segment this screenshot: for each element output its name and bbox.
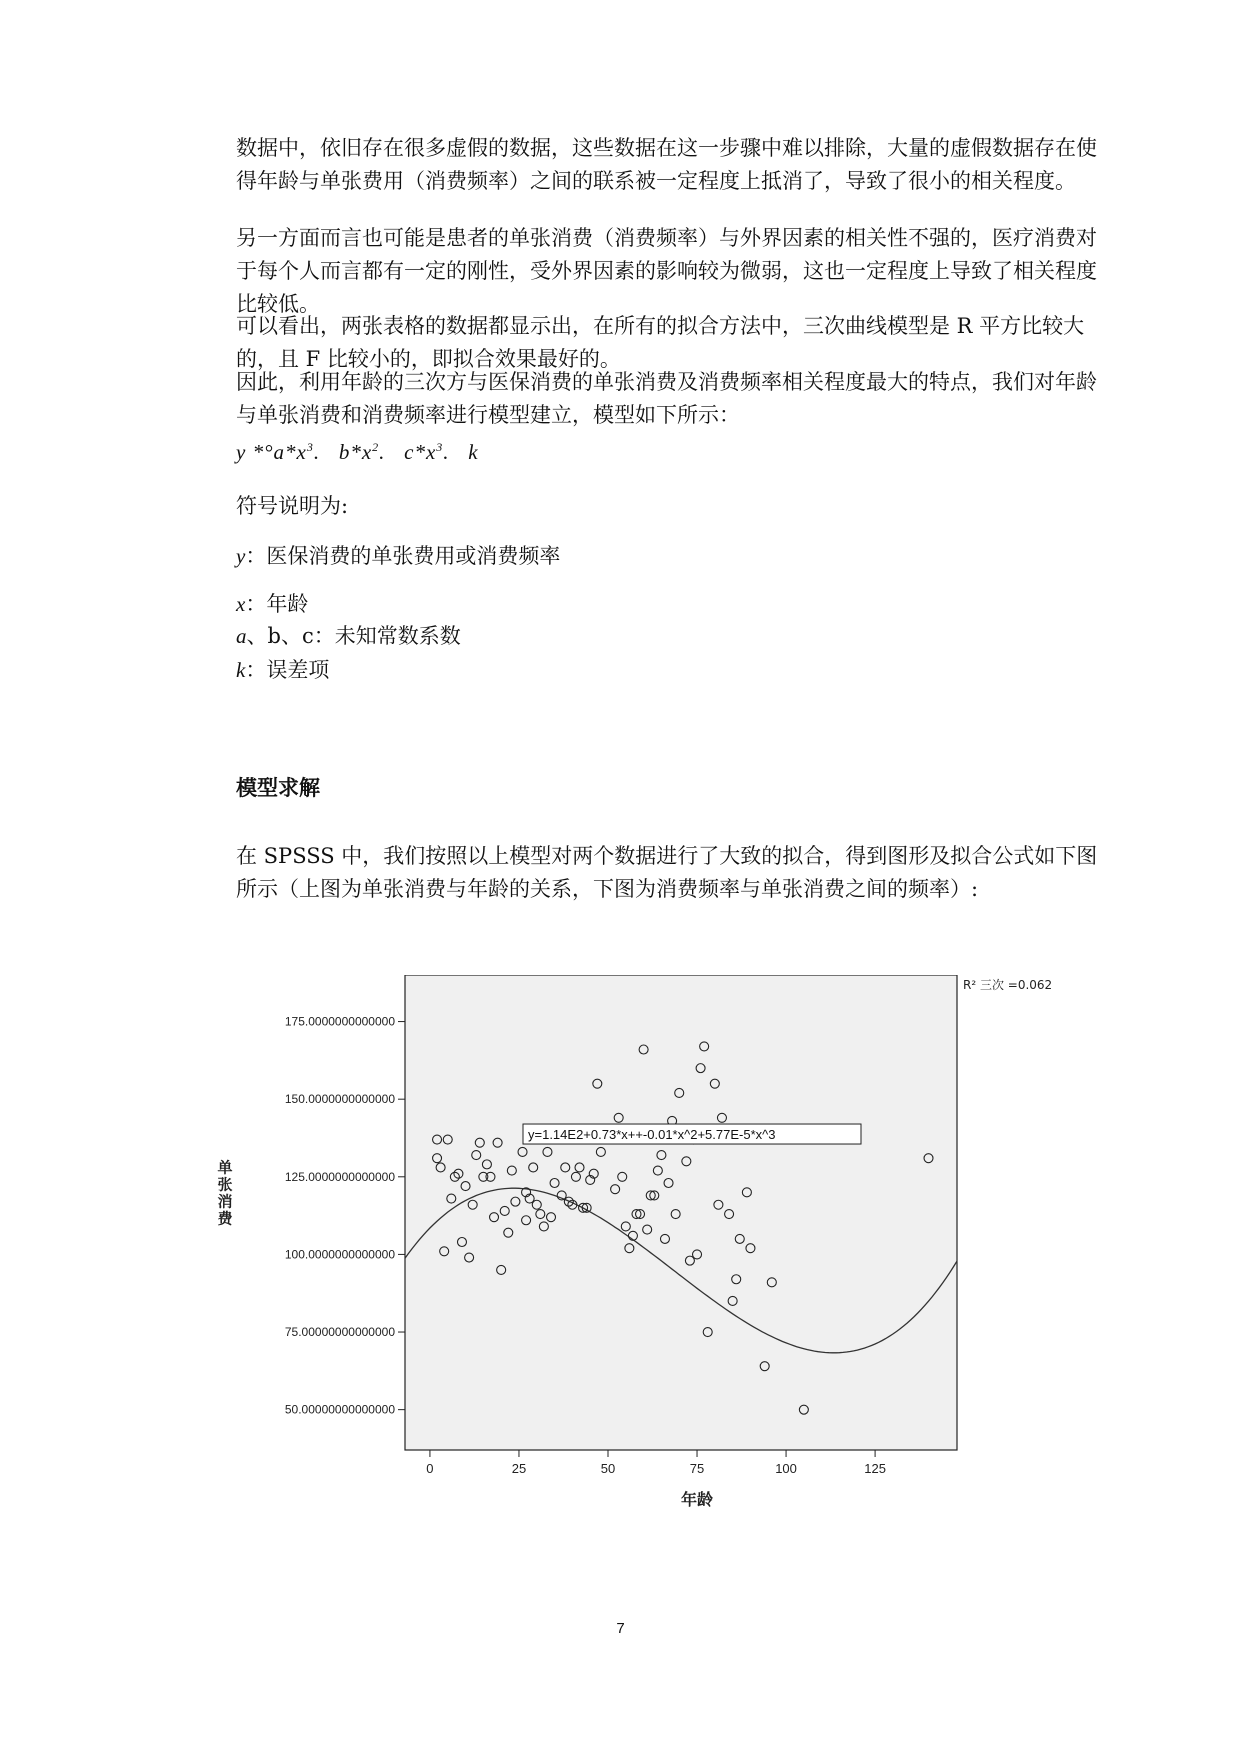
y-tick-label: 100.0000000000000: [284, 1247, 395, 1262]
x-tick-label: 75: [689, 1461, 705, 1476]
y-axis-label-char: 消: [217, 1192, 233, 1211]
formula-k: k: [468, 440, 479, 464]
symbol-x-desc: ：年龄: [245, 592, 309, 616]
symbol-k-sym: k: [236, 658, 246, 682]
y-tick-label: 50.00000000000000: [284, 1402, 395, 1417]
formula-term-1: a*x: [273, 440, 307, 464]
y-tick-label: 75.00000000000000: [284, 1325, 395, 1340]
x-tick-label: 25: [511, 1461, 527, 1476]
plot-area: [405, 975, 957, 1450]
scatter-chart: [205, 975, 1085, 1515]
y-axis-label-char: 张: [217, 1175, 233, 1194]
formula-exp-2: 2: [372, 440, 380, 454]
symbol-a-sym: a: [236, 624, 247, 648]
formula-exp-3: 3: [436, 440, 444, 454]
x-axis-label: 年龄: [681, 1490, 714, 1509]
x-tick-label: 0: [426, 1461, 434, 1476]
symbol-x-sym: x: [236, 592, 246, 616]
symbol-k-desc: ：误差项: [245, 658, 330, 682]
formula-exp-1: 3: [306, 440, 314, 454]
symbol-y: [236, 540, 560, 570]
formula-op: *°: [252, 440, 274, 464]
y-axis-label-char: 费: [217, 1209, 233, 1228]
symbol-x: [236, 588, 308, 618]
x-tick-label: 125: [864, 1461, 886, 1476]
paragraph-1: 数据中，依旧存在很多虚假的数据，这些数据在这一步骤中难以排除，大量的虚假数据存在使得年龄与单张费用（消费频率）之间的联系被一定程度上抵消了，导致了很小的相关程度。: [236, 136, 1097, 193]
paragraph-2: 另一方面而言也可能是患者的单张消费（消费频率）与外界因素的相关性不强的，医疗消费对于每个人而言都有一定的刚性，受外界因素的影响较为微弱，这也一定程度上导致了相关程度比较低。: [236, 226, 1097, 316]
formula-lhs: y: [236, 440, 247, 464]
y-tick-label: 175.0000000000000: [284, 1014, 395, 1029]
symbol-y-desc: ：医保消费的单张费用或消费频率: [245, 544, 561, 568]
x-tick-label: 50: [600, 1461, 616, 1476]
symbols-intro: 符号说明为:: [236, 494, 349, 518]
x-tick-label: 100: [775, 1461, 797, 1476]
model-formula: y $*^\circ a*x^3$. $b*x^2$. $c*x^3$. k: [236, 440, 479, 464]
formula-term-3: c*x: [404, 440, 437, 464]
paragraph-3: 可以看出，两张表格的数据都显示出，在所有的拟合方法中，三次曲线模型是 R 平方比较大的，且 F 比较小的，即拟合效果最好的。: [236, 314, 1085, 371]
symbol-abc: [236, 620, 461, 650]
y-axis-label-char: 单: [217, 1158, 233, 1177]
symbol-y-sym: y: [236, 544, 246, 568]
symbol-k: [236, 654, 329, 684]
formula-term-2: b*x: [338, 440, 373, 464]
y-tick-label: 150.0000000000000: [284, 1092, 395, 1107]
section-heading: 模型求解: [236, 776, 320, 800]
page-number: 7: [616, 1620, 625, 1637]
y-tick-label: 125.0000000000000: [284, 1169, 395, 1184]
solution-paragraph: 在 SPSSS 中，我们按照以上模型对两个数据进行了大致的拟合，得到图形及拟合公式如下图所示（上图为单张消费与年龄的关系，下图为消费频率与单张消费之间的频率）:: [236, 844, 1098, 901]
paragraph-4: 因此，利用年龄的三次方与医保消费的单张消费及消费频率相关程度最大的特点，我们对年龄与单张消费和消费频率进行模型建立，模型如下所示：: [236, 370, 1097, 427]
symbol-abc-desc: 、b、c：未知常数系数: [246, 624, 461, 648]
fit-equation: y=1.14E2+0.73*x++-0.01*x^2+5.77E-5*x^3: [528, 1127, 776, 1143]
r2-label: R² 三次 =0.062: [963, 978, 1053, 992]
